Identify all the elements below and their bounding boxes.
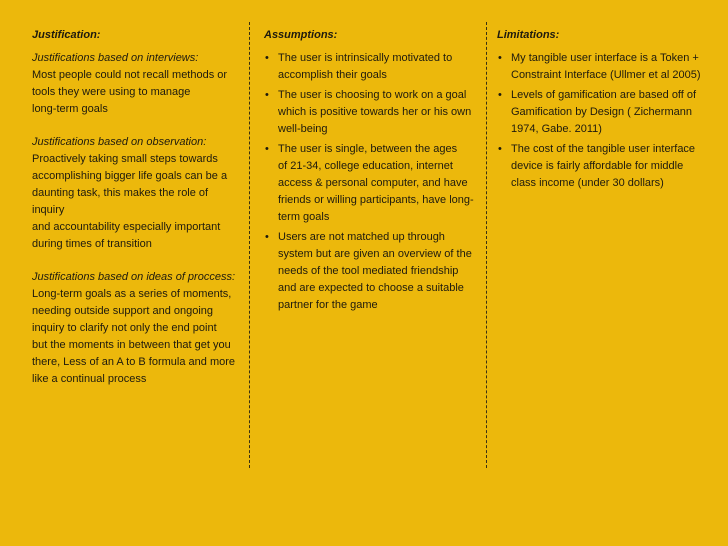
list-item: • The user is choosing to work on a goal which is positive towards her or his own well-being bbox=[264, 87, 476, 138]
justification-section-observation bbox=[32, 134, 242, 253]
limitations-list bbox=[497, 50, 707, 192]
list-item: • Levels of gamification are based off of Gamification by Design ( Zichermann 1974, Gabe. 2011) bbox=[497, 87, 707, 138]
limitations-column bbox=[497, 28, 707, 195]
justification-title: Justification: bbox=[32, 29, 101, 41]
column-divider-left bbox=[249, 22, 250, 468]
list-item: • The user is intrinsically motivated to accomplish their goals bbox=[264, 50, 476, 84]
list-item: • Users are not matched up through system but are given an overview of the needs of the tool mediated friendship and are expected to choose a suitable partner for the game bbox=[264, 229, 476, 314]
list-item: • My tangible user interface is a Token + Constraint Interface (Ullmer et al 2005) bbox=[497, 50, 707, 84]
section-body: Proactively taking small steps towards accomplishing bigger life goals can be a daunting task, this makes the role of inquiry and accountability especially important during times of transition bbox=[32, 153, 228, 250]
assumptions-column bbox=[264, 28, 476, 317]
column-divider-right bbox=[486, 22, 487, 468]
assumptions-title: Assumptions: bbox=[264, 29, 338, 41]
limitations-title: Limitations: bbox=[497, 29, 560, 41]
section-heading: Justifications based on observation: bbox=[32, 136, 207, 148]
justification-section-process bbox=[32, 269, 242, 388]
section-body: Most people could not recall methods or tools they were using to manage long-term goals bbox=[32, 69, 228, 115]
list-item: • The cost of the tangible user interface device is fairly affordable for middle class income (under 30 dollars) bbox=[497, 141, 707, 192]
assumptions-list bbox=[264, 50, 476, 314]
section-heading: Justifications based on ideas of proccess: bbox=[32, 271, 236, 283]
justification-section-interviews bbox=[32, 50, 242, 118]
section-heading: Justifications based on interviews: bbox=[32, 52, 199, 64]
section-body: Long-term goals as a series of moments, needing outside support and ongoing inquiry to clarify not only the end point but the moments in between that get you there, Less of an A to B formula and more like a continual process bbox=[32, 288, 236, 385]
list-item: • The user is single, between the ages of 21-34, college education, internet access & personal computer, and have friends or willing participants, have long- term goals bbox=[264, 141, 476, 226]
justification-column bbox=[32, 28, 242, 404]
